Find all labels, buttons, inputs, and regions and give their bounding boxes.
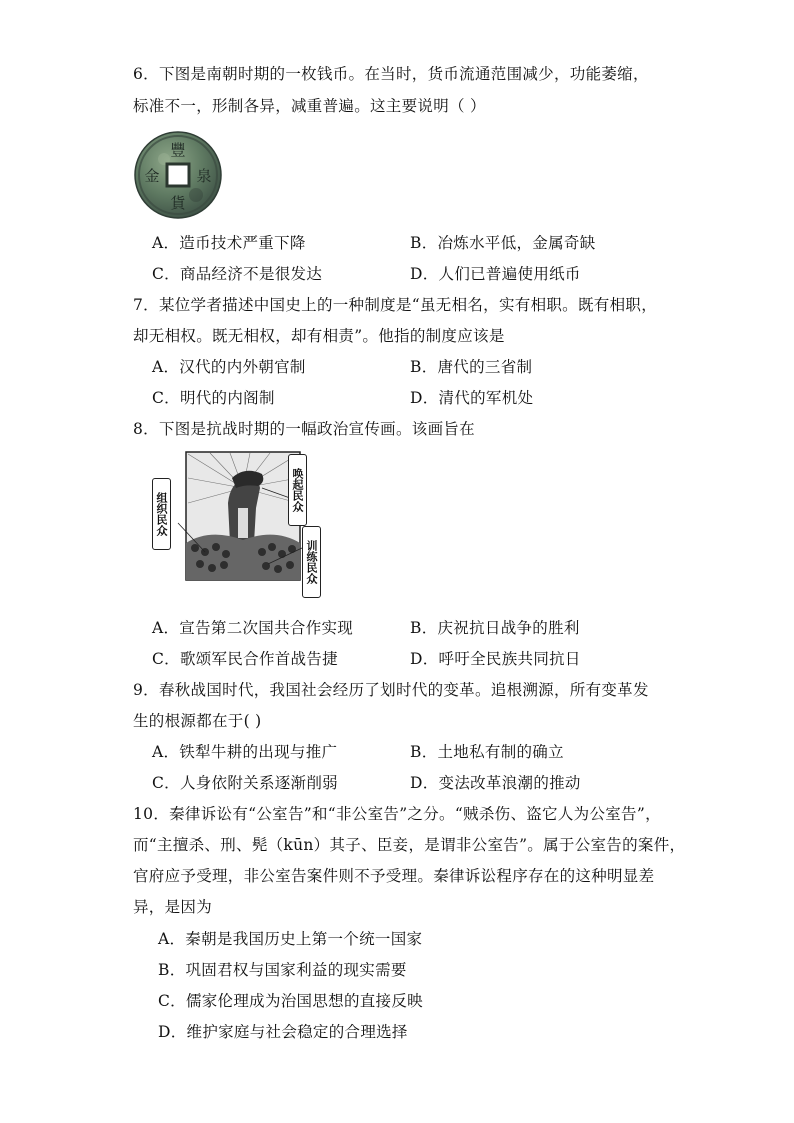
label-organize-masses: 组织民众 xyxy=(152,478,171,550)
q6-option-c: C．商品经济不是很发达 xyxy=(152,265,323,283)
q6-stem-line1: 6．下图是南朝时期的一枚钱币。在当时，货币流通范围减少，功能萎缩， xyxy=(133,65,649,83)
q10-option-c: C．儒家伦理成为治国思想的直接反映 xyxy=(158,992,423,1010)
q10-option-d: D．维护家庭与社会稳定的合理选择 xyxy=(158,1023,408,1041)
q7-stem-line1: 7．某位学者描述中国史上的一种制度是“虽无相名，实有相职。既有相职， xyxy=(133,296,657,314)
q9-option-a: A．铁犁牛耕的出现与推广 xyxy=(152,743,338,761)
q6-option-a: A．造币技术严重下降 xyxy=(152,234,306,252)
q9-option-b: B．土地私有制的确立 xyxy=(410,743,564,761)
q6-option-d: D．人们已普遍使用纸币 xyxy=(410,265,581,283)
q10-stem-line1: 10．秦律诉讼有“公室告”和“非公室告”之分。“贼杀伤、盗它人为公室告”， xyxy=(133,805,661,823)
q10-option-b: B．巩固君权与国家利益的现实需要 xyxy=(158,961,407,979)
q6-option-b: B．冶炼水平低，金属奇缺 xyxy=(410,234,596,252)
q8-option-b: B．庆祝抗日战争的胜利 xyxy=(410,619,580,637)
q9-stem-line2: 生的根源都在于( ) xyxy=(133,712,262,730)
q10-stem-line2: 而“主擅杀、刑、髡（kūn）其子、臣妾，是谓非公室告”。属于公室告的案件， xyxy=(133,836,686,854)
coin-char-right: 泉 xyxy=(196,167,212,185)
q10-option-a: A．秦朝是我国历史上第一个统一国家 xyxy=(158,930,423,948)
q9-option-d: D．变法改革浪潮的推动 xyxy=(410,774,581,792)
coin-image xyxy=(134,131,222,219)
q7-option-b: B．唐代的三省制 xyxy=(410,358,533,376)
q7-option-a: A．汉代的内外朝官制 xyxy=(152,358,306,376)
q7-stem-line2: 却无相权。既无相权，却有相责”。他指的制度应该是 xyxy=(133,327,505,345)
q7-option-c: C．明代的内阁制 xyxy=(152,389,275,407)
propaganda-poster xyxy=(150,448,340,594)
coin-char-left: 金 xyxy=(144,167,160,185)
q6-stem-line2: 标准不一，形制各异，减重普遍。这主要说明（ ） xyxy=(133,97,486,115)
q8-option-d: D．呼吁全民族共同抗日 xyxy=(410,650,581,668)
label-arouse-masses: 唤起民众 xyxy=(288,454,307,526)
q9-option-c: C．人身依附关系逐渐削弱 xyxy=(152,774,338,792)
q8-option-a: A．宣告第二次国共合作实现 xyxy=(152,619,354,637)
coin-char-bottom: 貨 xyxy=(170,194,186,212)
q8-stem: 8．下图是抗战时期的一幅政治宣传画。该画旨在 xyxy=(133,420,475,438)
label-train-masses: 训练民众 xyxy=(302,526,321,598)
q7-option-d: D．清代的军机处 xyxy=(410,389,534,407)
q9-stem-line1: 9．春秋战国时代，我国社会经历了划时代的变革。追根溯源，所有变革发 xyxy=(133,681,649,699)
q10-stem-line3: 官府应予受理，非公室告案件则不予受理。秦律诉讼程序存在的这种明显差 xyxy=(133,867,655,885)
q10-stem-line4: 异，是因为 xyxy=(133,898,213,916)
q8-option-c: C．歌颂军民合作首战告捷 xyxy=(152,650,338,668)
coin-char-top: 豐 xyxy=(170,141,186,159)
